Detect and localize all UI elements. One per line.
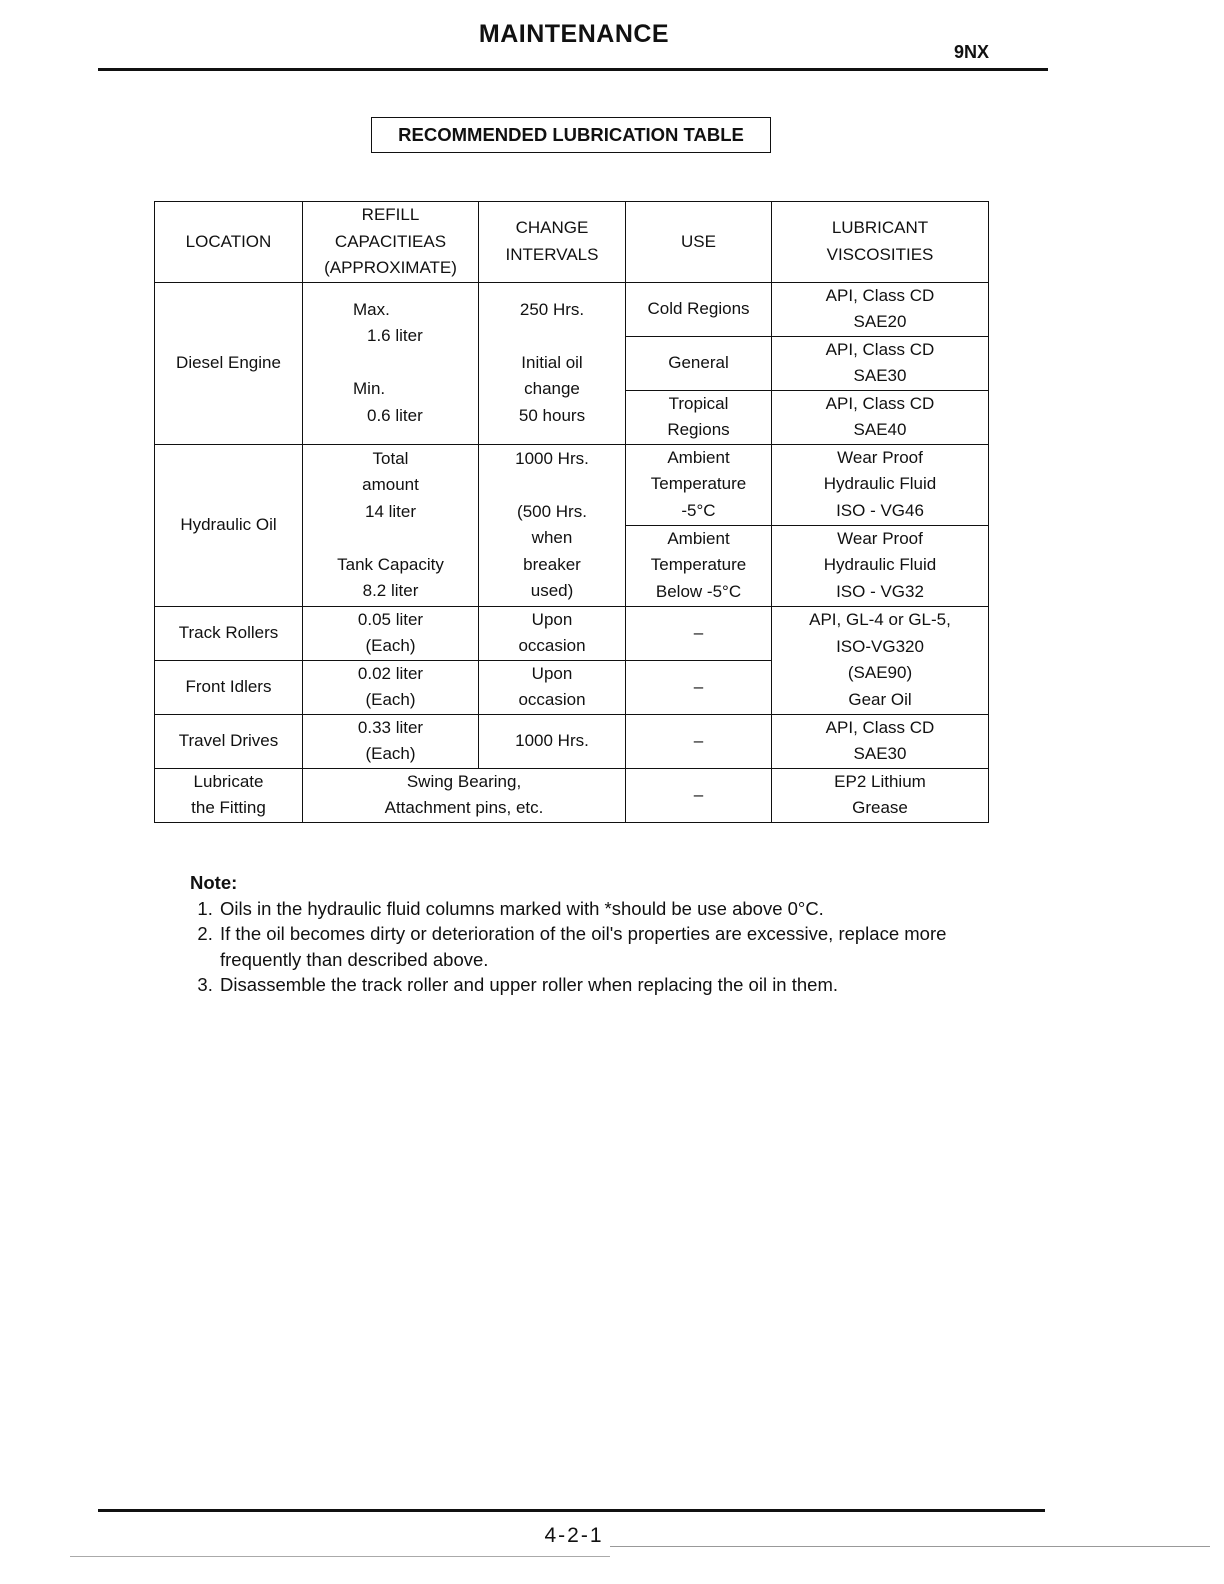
track-rollers-refill	[303, 606, 479, 660]
header-refill	[303, 202, 479, 283]
diesel-refill-max-value: 1.6 liter	[367, 326, 423, 346]
use-line: -5°C	[681, 500, 716, 520]
front-idlers-change	[479, 660, 626, 714]
note-item: 1. Oils in the hydraulic fluid columns marked with *should be use above 0°C.	[218, 896, 1020, 922]
refill-line: (Each)	[365, 690, 416, 709]
header-change-line: INTERVALS	[505, 244, 599, 264]
diesel-lubricant-general	[772, 336, 989, 390]
hydraulic-use-above	[626, 444, 772, 525]
diesel-change-line: 250 Hrs.	[519, 299, 585, 319]
lubricant-line: EP2 Lithium	[834, 771, 926, 791]
lubricant-line: ISO - VG32	[836, 581, 924, 601]
lubricant-line: API, Class CD	[825, 339, 935, 359]
header-change-line: CHANGE	[515, 218, 589, 238]
lubricate-use: –	[626, 768, 772, 822]
use-line: Tropical	[668, 393, 729, 413]
change-line: occasion	[518, 636, 586, 655]
table-row	[155, 768, 989, 822]
diesel-change-line: 50 hours	[518, 405, 586, 425]
front-idlers-location: Front Idlers	[155, 660, 303, 714]
use-line: Ambient	[667, 447, 730, 467]
note-item: 2. If the oil becomes dirty or deterioration of the oil's properties are excessive, replace more frequently than described above.	[218, 921, 1020, 972]
travel-drives-change: 1000 Hrs.	[479, 714, 626, 768]
change-line: Upon	[531, 609, 573, 629]
header-rule	[98, 68, 1048, 71]
hydraulic-refill-line: 14 liter	[364, 501, 417, 521]
diesel-use-general: General	[626, 336, 772, 390]
lubricant-line: API, GL-4 or GL-5,	[809, 610, 951, 629]
refill-line: 0.33 liter	[357, 717, 424, 737]
header-viscosities-line: VISCOSITIES	[826, 244, 934, 264]
refill-change-line: Swing Bearing,	[406, 771, 522, 791]
hydraulic-refill	[303, 444, 479, 606]
diesel-lubricant-cold	[772, 282, 989, 336]
hydraulic-lubricant-vg46	[772, 444, 989, 525]
travel-drives-lubricant	[772, 714, 989, 768]
lubricant-line: Wear Proof	[837, 447, 923, 467]
lubricate-lubricant	[772, 768, 989, 822]
model-code: 9NX	[954, 42, 990, 62]
note-item: 3. Disassemble the track roller and upper roller when replacing the oil in them.	[218, 972, 1020, 998]
hydraulic-change-line: (500 Hrs.	[517, 501, 587, 521]
lubricant-line: Hydraulic Fluid	[823, 474, 937, 494]
diesel-refill-max-label: Max.	[353, 299, 390, 319]
hydraulic-change-line: breaker	[523, 554, 581, 574]
front-idlers-refill	[303, 660, 479, 714]
travel-drives-use: –	[626, 714, 772, 768]
location-line: Lubricate	[193, 771, 264, 791]
track-rollers-change	[479, 606, 626, 660]
refill-line: (Each)	[365, 636, 416, 655]
lubricant-line: SAE30	[853, 744, 907, 763]
hydraulic-change	[479, 444, 626, 606]
track-rollers-location: Track Rollers	[155, 606, 303, 660]
hydraulic-refill-line: 8.2 liter	[362, 581, 419, 600]
page-number: 4-2-1	[544, 1524, 604, 1547]
table-caption: RECOMMENDED LUBRICATION TABLE	[371, 117, 771, 153]
table-header-row	[155, 202, 989, 283]
lubricant-line: API, Class CD	[825, 717, 935, 737]
notes-section	[190, 870, 1020, 998]
lubricant-line: ISO - VG46	[836, 500, 924, 520]
diesel-change	[479, 282, 626, 444]
footer-rule	[98, 1509, 1045, 1512]
header-refill-line: CAPACITIEAS	[334, 231, 447, 251]
change-line: Upon	[531, 663, 573, 683]
diesel-change-line: change	[524, 379, 580, 399]
use-line: Ambient	[667, 528, 730, 548]
hydraulic-lubricant-vg32	[772, 525, 989, 606]
notes-title: Note:	[190, 872, 238, 893]
diesel-refill	[303, 282, 479, 444]
table-row	[155, 282, 989, 336]
notes-list	[190, 896, 1020, 998]
travel-drives-location: Travel Drives	[155, 714, 303, 768]
diesel-refill-min-value: 0.6 liter	[367, 405, 423, 425]
lubricant-line: API, Class CD	[825, 393, 935, 413]
header-location: LOCATION	[155, 202, 303, 283]
refill-line: 0.02 liter	[357, 663, 424, 683]
table-row	[155, 444, 989, 525]
header-use: USE	[626, 202, 772, 283]
header-change	[479, 202, 626, 283]
header-refill-line: REFILL	[361, 205, 420, 224]
lubricant-line: SAE40	[853, 420, 907, 439]
diesel-use-cold: Cold Regions	[626, 282, 772, 336]
use-line: Regions	[667, 420, 730, 439]
front-idlers-use: –	[626, 660, 772, 714]
track-rollers-use: –	[626, 606, 772, 660]
footer-scan-line	[610, 1546, 1210, 1547]
change-line: occasion	[518, 690, 586, 709]
hydraulic-refill-line: amount	[362, 475, 419, 494]
hydraulic-change-line: when	[531, 528, 573, 547]
header-viscosities-line: LUBRICANT	[831, 218, 929, 238]
travel-drives-refill	[303, 714, 479, 768]
refill-line: (Each)	[365, 744, 416, 763]
lubricant-line: Gear Oil	[848, 689, 912, 709]
lubricant-line: API, Class CD	[825, 285, 935, 305]
lubricate-refill-change	[303, 768, 626, 822]
refill-change-line: Attachment pins, etc.	[384, 798, 544, 817]
hydraulic-change-line: used)	[530, 581, 574, 600]
lubricant-line: (SAE90)	[847, 663, 913, 682]
hydraulic-use-below	[626, 525, 772, 606]
diesel-lubricant-tropical	[772, 390, 989, 444]
table-row	[155, 714, 989, 768]
diesel-refill-min-label: Min.	[353, 379, 386, 399]
hydraulic-location: Hydraulic Oil	[155, 444, 303, 606]
lubrication-table	[154, 201, 989, 823]
lubricant-line: SAE20	[853, 312, 907, 331]
header-refill-line: (APPROXIMATE)	[324, 258, 457, 277]
page-title: MAINTENANCE	[478, 20, 670, 48]
diesel-location: Diesel Engine	[155, 282, 303, 444]
location-line: the Fitting	[191, 798, 266, 817]
hydraulic-refill-line: Tank Capacity	[337, 554, 444, 574]
diesel-change-line: Initial oil	[521, 352, 583, 372]
hydraulic-change-line: 1000 Hrs.	[515, 448, 589, 468]
lubricant-line: Wear Proof	[837, 528, 923, 548]
use-line: Temperature	[650, 555, 747, 575]
footer-scan-line	[70, 1556, 610, 1557]
lubricant-line: Hydraulic Fluid	[823, 555, 937, 575]
refill-line: 0.05 liter	[357, 609, 424, 629]
use-line: Temperature	[650, 474, 747, 494]
lubricant-line: ISO-VG320	[836, 636, 924, 656]
use-line: Below -5°C	[655, 581, 742, 601]
rollers-idlers-lubricant	[772, 606, 989, 714]
lubricate-location	[155, 768, 303, 822]
lubricant-line: Grease	[852, 798, 908, 817]
table-row	[155, 606, 989, 660]
hydraulic-refill-line: Total	[372, 448, 409, 468]
diesel-use-tropical	[626, 390, 772, 444]
header-viscosities	[772, 202, 989, 283]
lubricant-line: SAE30	[853, 366, 907, 385]
